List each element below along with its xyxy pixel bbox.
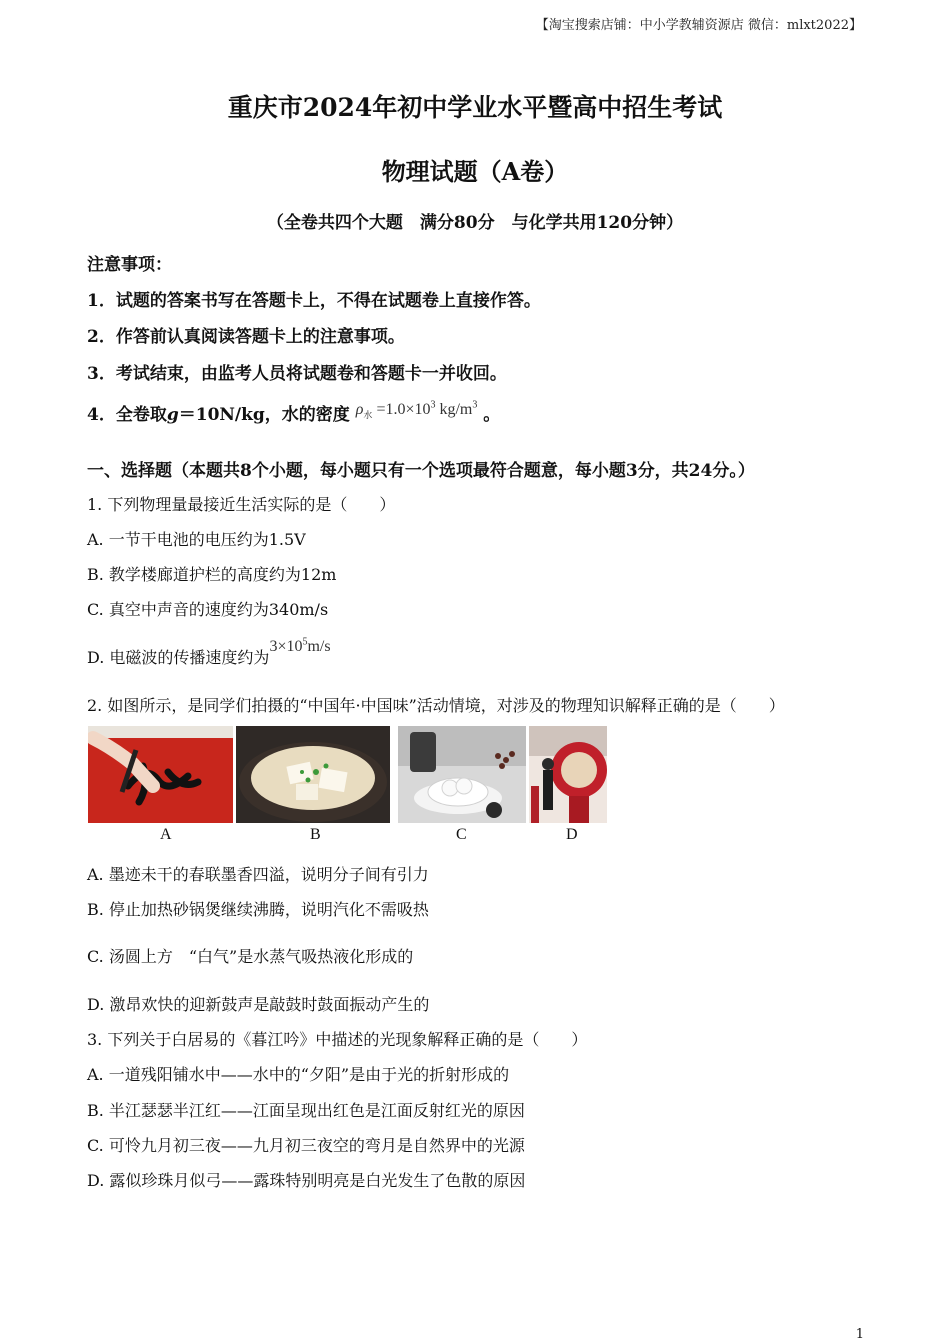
q3-option-d: D. 露似珍珠月似弓——露珠特别明亮是白光发生了色散的原因 bbox=[87, 1171, 526, 1190]
photo-b-clay-pot-soup bbox=[236, 726, 390, 823]
exam-subtitle: 物理试题（A卷） bbox=[381, 157, 569, 186]
q2-option-c: C. 汤圆上方 “白气”是水蒸气吸热液化形成的 bbox=[87, 947, 414, 966]
rho-symbol: ρ bbox=[355, 401, 364, 418]
photo-c-tangyuan bbox=[398, 726, 526, 823]
q1-option-a: A. 一节干电池的电压约为1.5V bbox=[87, 530, 306, 549]
photo-label-b: B bbox=[310, 826, 321, 843]
photo-label-c: C bbox=[456, 826, 467, 843]
density-unit: kg/m bbox=[435, 401, 473, 418]
water-density-formula bbox=[355, 399, 478, 421]
q1-option-b: B. 教学楼廊道护栏的高度约为12m bbox=[87, 565, 337, 584]
speed-unit: m/s bbox=[307, 638, 331, 655]
notice-item-4-prefix: 4．全卷取 bbox=[87, 405, 167, 425]
q1-option-c: C. 真空中声音的速度约为340m/s bbox=[87, 600, 329, 619]
q3-stem: 3. 下列关于白居易的《暮江吟》中描述的光现象解释正确的是（ ） bbox=[87, 1030, 588, 1049]
q3-option-c: C. 可怜九月初三夜——九月初三夜空的弯月是自然界中的光源 bbox=[87, 1136, 525, 1155]
gravity-symbol: g bbox=[166, 405, 179, 425]
speed-value: 3×10 bbox=[269, 638, 303, 655]
header-note: 【淘宝搜索店铺：中小学教辅资源店 微信：mlxt2022】 bbox=[535, 18, 862, 33]
q3-option-a: A. 一道残阳铺水中——水中的“夕阳”是由于光的折射形成的 bbox=[87, 1065, 510, 1084]
speed-exponent: 5 bbox=[302, 636, 308, 648]
photo-d-drum bbox=[529, 726, 607, 823]
density-value: =1.0×10 bbox=[376, 401, 431, 418]
photo-label-a: A bbox=[160, 826, 172, 843]
notice-item-3: 3．考试结束，由监考人员将试题卷和答题卡一并收回。 bbox=[87, 364, 507, 384]
photo-a-calligraphy bbox=[88, 726, 233, 823]
em-wave-speed-formula bbox=[269, 638, 330, 655]
q2-option-b: B. 停止加热砂锅煲继续沸腾，说明汽化不需吸热 bbox=[87, 900, 429, 919]
notice-heading: 注意事项： bbox=[87, 255, 172, 275]
q1-stem: 1. 下列物理量最接近生活实际的是（ ） bbox=[87, 495, 396, 514]
q2-option-a: A. 墨迹未干的春联墨香四溢，说明分子间有引力 bbox=[87, 865, 429, 884]
rho-subscript: 水 bbox=[363, 410, 373, 421]
exam-title: 重庆市2024年初中学业水平暨高中招生考试 bbox=[227, 93, 723, 122]
exam-info: （全卷共四个大题 满分80分 与化学共用120分钟） bbox=[266, 213, 684, 233]
notice-item-4 bbox=[87, 400, 500, 427]
page-number: 1 bbox=[855, 1327, 864, 1342]
q1-option-d-text: D. 电磁波的传播速度约为 bbox=[87, 648, 270, 667]
notice-item-2: 2．作答前认真阅读答题卡上的注意事项。 bbox=[87, 327, 405, 347]
notice-item-1: 1．试题的答案书写在答题卡上，不得在试题卷上直接作答。 bbox=[87, 291, 541, 311]
q2-option-d: D. 激昂欢快的迎新鼓声是敲鼓时鼓面振动产生的 bbox=[87, 995, 430, 1014]
photo-label-d: D bbox=[566, 826, 578, 843]
notice-item-4-mid: ＝10N/kg，水的密度 bbox=[178, 405, 350, 425]
q3-option-b: B. 半江瑟瑟半江红——江面呈现出红色是江面反射红光的原因 bbox=[87, 1101, 525, 1120]
notice-item-4-end: 。 bbox=[483, 405, 501, 425]
q2-stem: 2. 如图所示，是同学们拍摄的“中国年·中国味”活动情境，对涉及的物理知识解释正确的是（ ） bbox=[87, 696, 785, 715]
section-heading: 一、选择题（本题共8个小题，每小题只有一个选项最符合题意，每小题3分，共24分。） bbox=[87, 461, 755, 481]
q1-option-d bbox=[87, 636, 331, 668]
density-exponent: 3 bbox=[430, 399, 436, 411]
density-unit-exponent: 3 bbox=[472, 399, 478, 411]
